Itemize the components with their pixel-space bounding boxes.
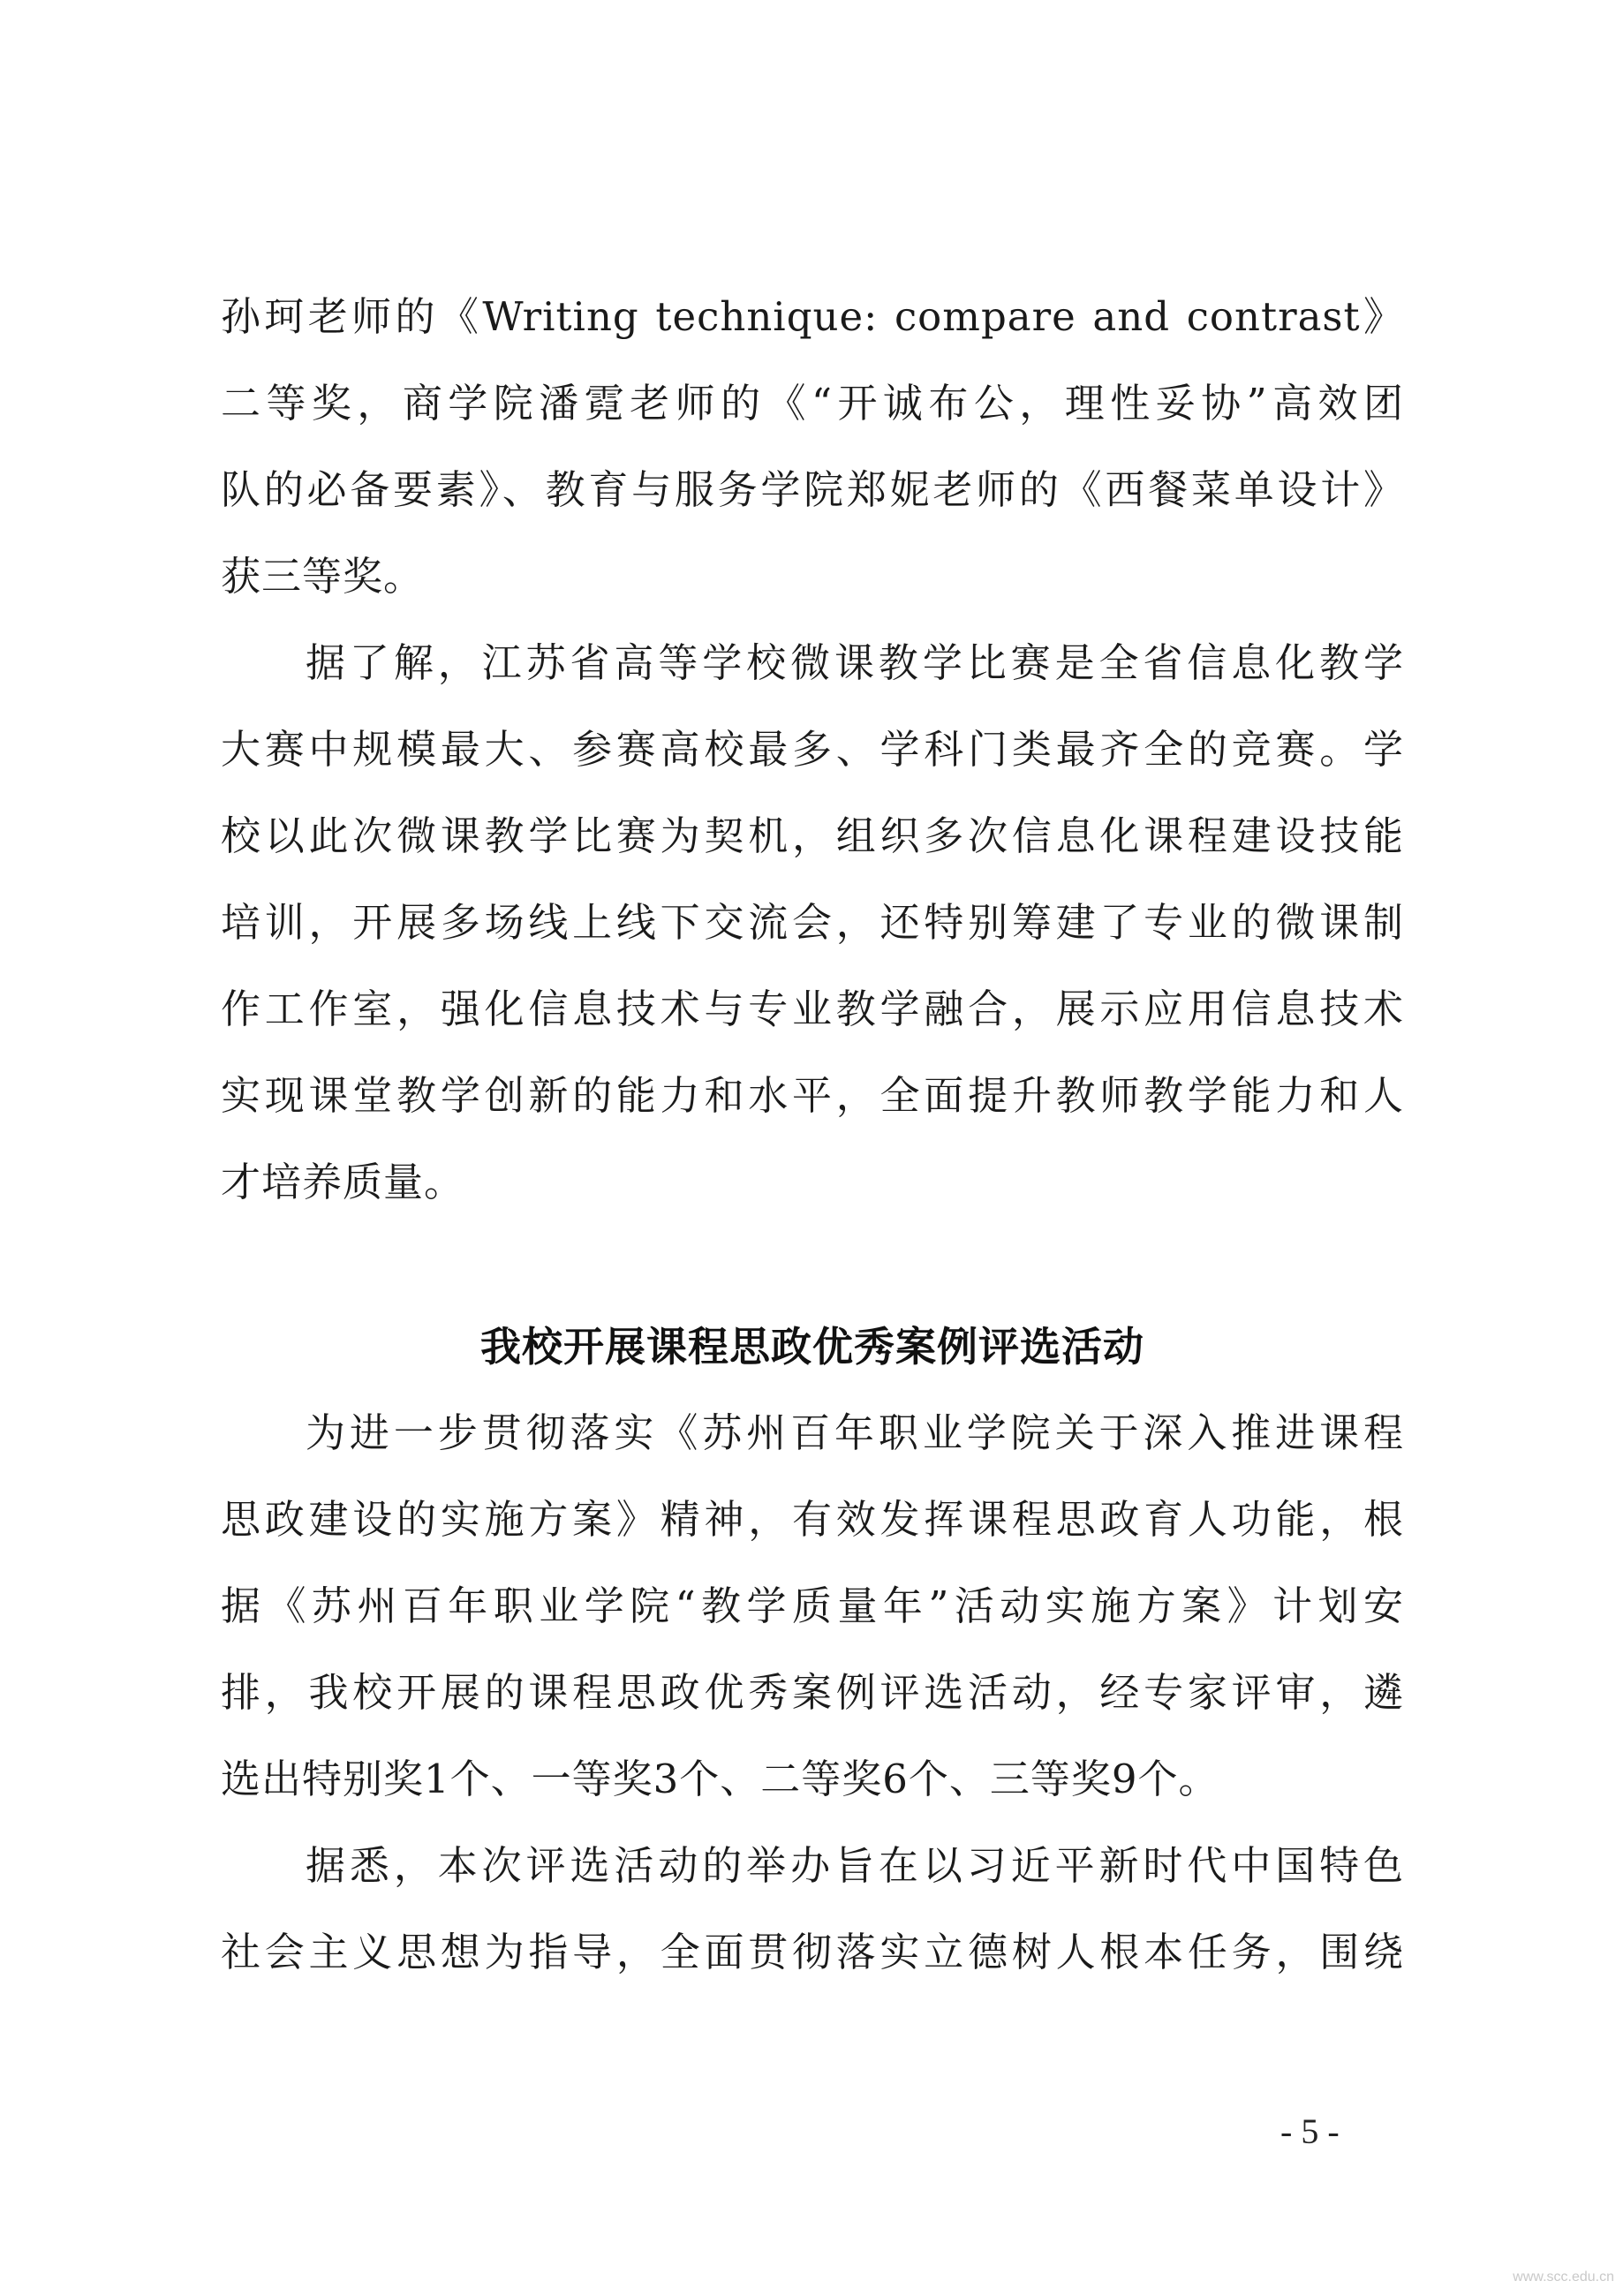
paragraph-activity-purpose bbox=[221, 1823, 1404, 1996]
text-line: 选出特别奖1个、一等奖3个、二等奖6个、三等奖9个。 bbox=[221, 1756, 1219, 1802]
text-line: 获三等奖。 bbox=[221, 553, 425, 600]
text-line: 校以此次微课教学比赛为契机，组织多次信息化课程建设技能 bbox=[221, 812, 1404, 859]
text-line: 据《苏州百年职业学院“教学质量年”活动实施方案》计划安 bbox=[221, 1582, 1404, 1629]
text-line: 孙珂老师的《Writing technique: compare and contrast》 bbox=[221, 293, 1404, 340]
text-line: 二等奖，商学院潘霓老师的《“开诚布公，理性妥协”高效团 bbox=[221, 380, 1404, 427]
text-line: 大赛中规模最大、参赛高校最多、学科门类最齐全的竞赛。学 bbox=[221, 726, 1404, 773]
text-line: 社会主义思想为指导，全面贯彻落实立德树人根本任务，围绕 bbox=[221, 1929, 1404, 1975]
text-line: 据悉，本次评选活动的举办旨在以习近平新时代中国特色 bbox=[306, 1842, 1404, 1889]
paragraph-award-continuation bbox=[221, 274, 1404, 620]
section-heading: 我校开展课程思政优秀案例评选活动 bbox=[480, 1323, 1144, 1371]
text-line: 培训，开展多场线上线下交流会，还特别筹建了专业的微课制 bbox=[221, 899, 1404, 946]
paragraph-case-selection bbox=[221, 1390, 1404, 1823]
watermark: www.scc.edu.cn bbox=[1513, 2270, 1614, 2285]
paragraph-competition-background bbox=[221, 620, 1404, 1226]
page-number: - 5 - bbox=[1280, 2111, 1340, 2151]
text-line: 据了解，江苏省高等学校微课教学比赛是全省信息化教学 bbox=[306, 639, 1404, 686]
text-line: 为进一步贯彻落实《苏州百年职业学院关于深入推进课程 bbox=[306, 1409, 1404, 1456]
text-line: 才培养质量。 bbox=[221, 1159, 465, 1205]
text-line: 实现课堂教学创新的能力和水平，全面提升教师教学能力和人 bbox=[221, 1072, 1404, 1119]
document-body bbox=[221, 274, 1404, 1996]
section-spacer bbox=[221, 1226, 1404, 1303]
text-line: 队的必备要素》、教育与服务学院郑妮老师的《西餐菜单设计》 bbox=[221, 466, 1404, 513]
text-line: 作工作室，强化信息技术与专业教学融合，展示应用信息技术 bbox=[221, 986, 1404, 1032]
text-line: 排，我校开展的课程思政优秀案例评选活动，经专家评审，遴 bbox=[221, 1669, 1404, 1716]
text-line: 思政建设的实施方案》精神，有效发挥课程思政育人功能，根 bbox=[221, 1496, 1404, 1543]
